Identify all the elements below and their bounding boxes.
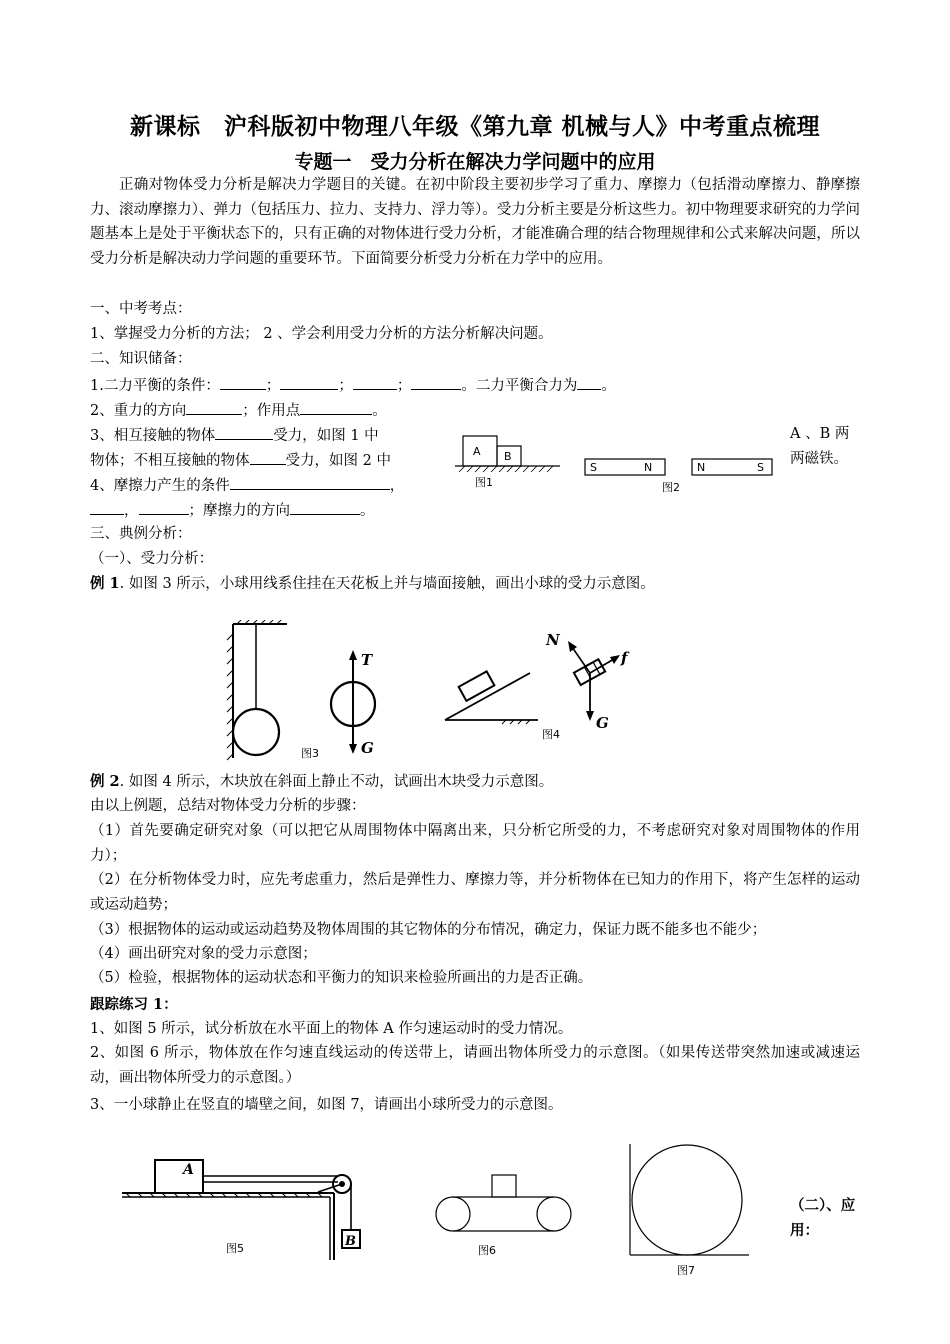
- k4-end: 。: [360, 503, 375, 519]
- blank: [220, 375, 266, 390]
- k3-c: 物体；不相互接触的物体: [90, 453, 250, 469]
- example-1: [90, 575, 655, 593]
- blank: [577, 375, 601, 390]
- step-4: （4）画出研究对象的受力示意图；: [90, 946, 317, 962]
- k4-b: ；摩擦力的方向: [188, 503, 290, 519]
- k1-end: 。二力平衡合力为: [461, 378, 578, 394]
- figure-3-hanging-ball: [225, 620, 395, 762]
- magnet-2-s: S: [757, 461, 764, 474]
- exam-points: 1、掌握受力分析的方法； 2 、学会利用受力分析的方法分析解决问题。: [90, 326, 553, 342]
- k4-a: 4、摩擦力产生的条件: [90, 478, 230, 494]
- knowledge-item-3-line-2: [90, 450, 391, 470]
- blank: [215, 425, 273, 440]
- figure-2-caption: 图2: [662, 481, 680, 494]
- subsection-application-1: （二）、应: [790, 1197, 856, 1214]
- practice-2: 2、如图 6 所示，物体放在作匀速直线运动的传送带上，请画出物体所受力的示意图。（如果传送带突然加速或减速运动，画出物体所受力的示意图。）: [90, 1045, 860, 1086]
- figure-1-blocks: [455, 428, 575, 490]
- blank: [90, 500, 124, 515]
- subsection-force-analysis: （一）、受力分析：: [90, 551, 214, 567]
- section-heading-exam-points: 一、中考考点：: [90, 301, 192, 317]
- k2-mid: ；作用点: [242, 403, 301, 419]
- k3-b: 受力，如图 1 中: [273, 428, 379, 444]
- figure-1-caption: 图1: [475, 476, 493, 489]
- k2-prefix: 2、重力的方向: [90, 403, 187, 419]
- intro-paragraph: 正确对物体受力分析是解决力学题目的关键。在初中阶段主要初步学习了重力、摩擦力（包括滑动摩擦力、静摩擦力、滚动摩擦力）、弹力（包括压力、拉力、支持力、浮力等）。受力分析主要是分析这些力。初中物理要求研究的力学问题基本上是处于平衡状态下的，只有正确的对物体进行受力分析，才能准确合理的结合物理规律和公式来解决问题，所以受力分析是解决动力学问题的重要环节。下面简要分析受力分析在力学中的应用。: [90, 177, 860, 267]
- knowledge-item-3-right-2: 两磁铁。: [790, 451, 848, 467]
- gravity-label: G: [361, 739, 374, 757]
- figure-5-pulley-system: [120, 1152, 370, 1262]
- figure-6-caption: 图6: [478, 1244, 496, 1257]
- blank: [139, 500, 189, 515]
- blank: [250, 450, 286, 465]
- knowledge-item-3-line-1: [90, 425, 379, 445]
- example-1-text: . 如图 3 所示，小球用线系住挂在天花板上并与墙面接触，画出小球的受力示意图。: [119, 576, 655, 592]
- section-subtitle: 专题一 受力分析在解决力学问题中的应用: [294, 151, 656, 173]
- figure-5-caption: 图5: [226, 1242, 244, 1255]
- magnet-2-n: N: [697, 461, 706, 474]
- example-1-label: 例 1: [90, 575, 120, 592]
- k1-sep: ；: [265, 378, 281, 394]
- figure-3-caption: 图3: [301, 747, 319, 760]
- step-1: （1）首先要确定研究对象（可以把它从周围物体中隔离出来，只分析它所受的力，不考虑研究对象对周围物体的作用力）；: [90, 823, 860, 864]
- magnet-1-n: N: [644, 461, 653, 474]
- weight-label: G: [596, 714, 609, 732]
- example-2-text: . 如图 4 所示，木块放在斜面上静止不动，试画出木块受力示意图。: [119, 774, 554, 790]
- step-2: （2）在分析物体受力时，应先考虑重力，然后是弹性力、摩擦力等，并分析物体在已知力的作用下，将产生怎样的运动或运动趋势；: [90, 872, 860, 913]
- example-2: [90, 773, 553, 791]
- blank: [411, 375, 461, 390]
- steps-summary: 由以上例题，总结对物体受力分析的步骤：: [90, 798, 366, 814]
- figure-6-conveyor-belt: [430, 1170, 580, 1262]
- knowledge-item-3-right-1: A 、B 两: [790, 426, 850, 442]
- example-2-label: 例 2: [90, 773, 120, 790]
- tension-label: T: [361, 651, 373, 669]
- magnet-1-s: S: [590, 461, 597, 474]
- knowledge-item-2: [90, 400, 387, 420]
- figure-7-ball-between-walls: [625, 1142, 755, 1278]
- friction-label: f: [621, 649, 628, 667]
- document-title: 新课标 沪科版初中物理八年级《第九章 机械与人》中考重点梳理: [129, 114, 820, 140]
- figure-4-caption: 图4: [542, 728, 560, 741]
- knowledge-item-4-line-1: [90, 475, 404, 495]
- knowledge-item-1: [90, 375, 616, 395]
- subsection-application-2: 用：: [790, 1222, 819, 1239]
- k3-a: 3、相互接触的物体: [90, 428, 216, 444]
- blank: [300, 400, 372, 415]
- practice-3: 3、一小球静止在竖直的墙壁之间，如图 7，请画出小球所受力的示意图。: [90, 1097, 563, 1113]
- blank: [280, 375, 338, 390]
- figure-4-incline-block: [440, 625, 640, 750]
- normal-force-label: N: [546, 631, 560, 649]
- k4-comma: ，: [124, 503, 139, 519]
- block-b-label: B: [345, 1234, 356, 1249]
- k1-prefix: 1.二力平衡的条件：: [90, 378, 220, 394]
- section-heading-examples: 三、典例分析：: [90, 526, 192, 542]
- block-a-label: A: [183, 1162, 194, 1178]
- k1-period: 。: [601, 378, 616, 394]
- block-b-label: B: [504, 450, 512, 463]
- k1-sep: ；: [338, 378, 353, 394]
- k2-end: 。: [372, 403, 387, 419]
- blank: [353, 375, 397, 390]
- practice-title: 跟踪练习 1：: [90, 996, 178, 1013]
- k3-d: 受力，如图 2 中: [285, 453, 391, 469]
- figure-2-magnets: [580, 455, 780, 495]
- block-a-label: A: [473, 445, 481, 458]
- k1-sep: ；: [396, 378, 412, 394]
- section-heading-knowledge: 二、知识储备：: [90, 351, 192, 367]
- blank: [290, 500, 360, 515]
- step-3: （3）根据物体的运动或运动趋势及物体周围的其它物体的分布情况，确定力，保证力既不能多也不能少；: [90, 922, 767, 938]
- k4-comma: ，: [389, 478, 405, 494]
- practice-1: 1、如图 5 所示，试分析放在水平面上的物体 A 作匀速运动时的受力情况。: [90, 1021, 573, 1037]
- blank: [186, 400, 242, 415]
- step-5: （5）检验，根据物体的运动状态和平衡力的知识来检验所画出的力是否正确。: [90, 970, 593, 986]
- knowledge-item-4-line-2: [90, 500, 375, 520]
- figure-7-caption: 图7: [677, 1264, 695, 1277]
- blank: [230, 475, 390, 490]
